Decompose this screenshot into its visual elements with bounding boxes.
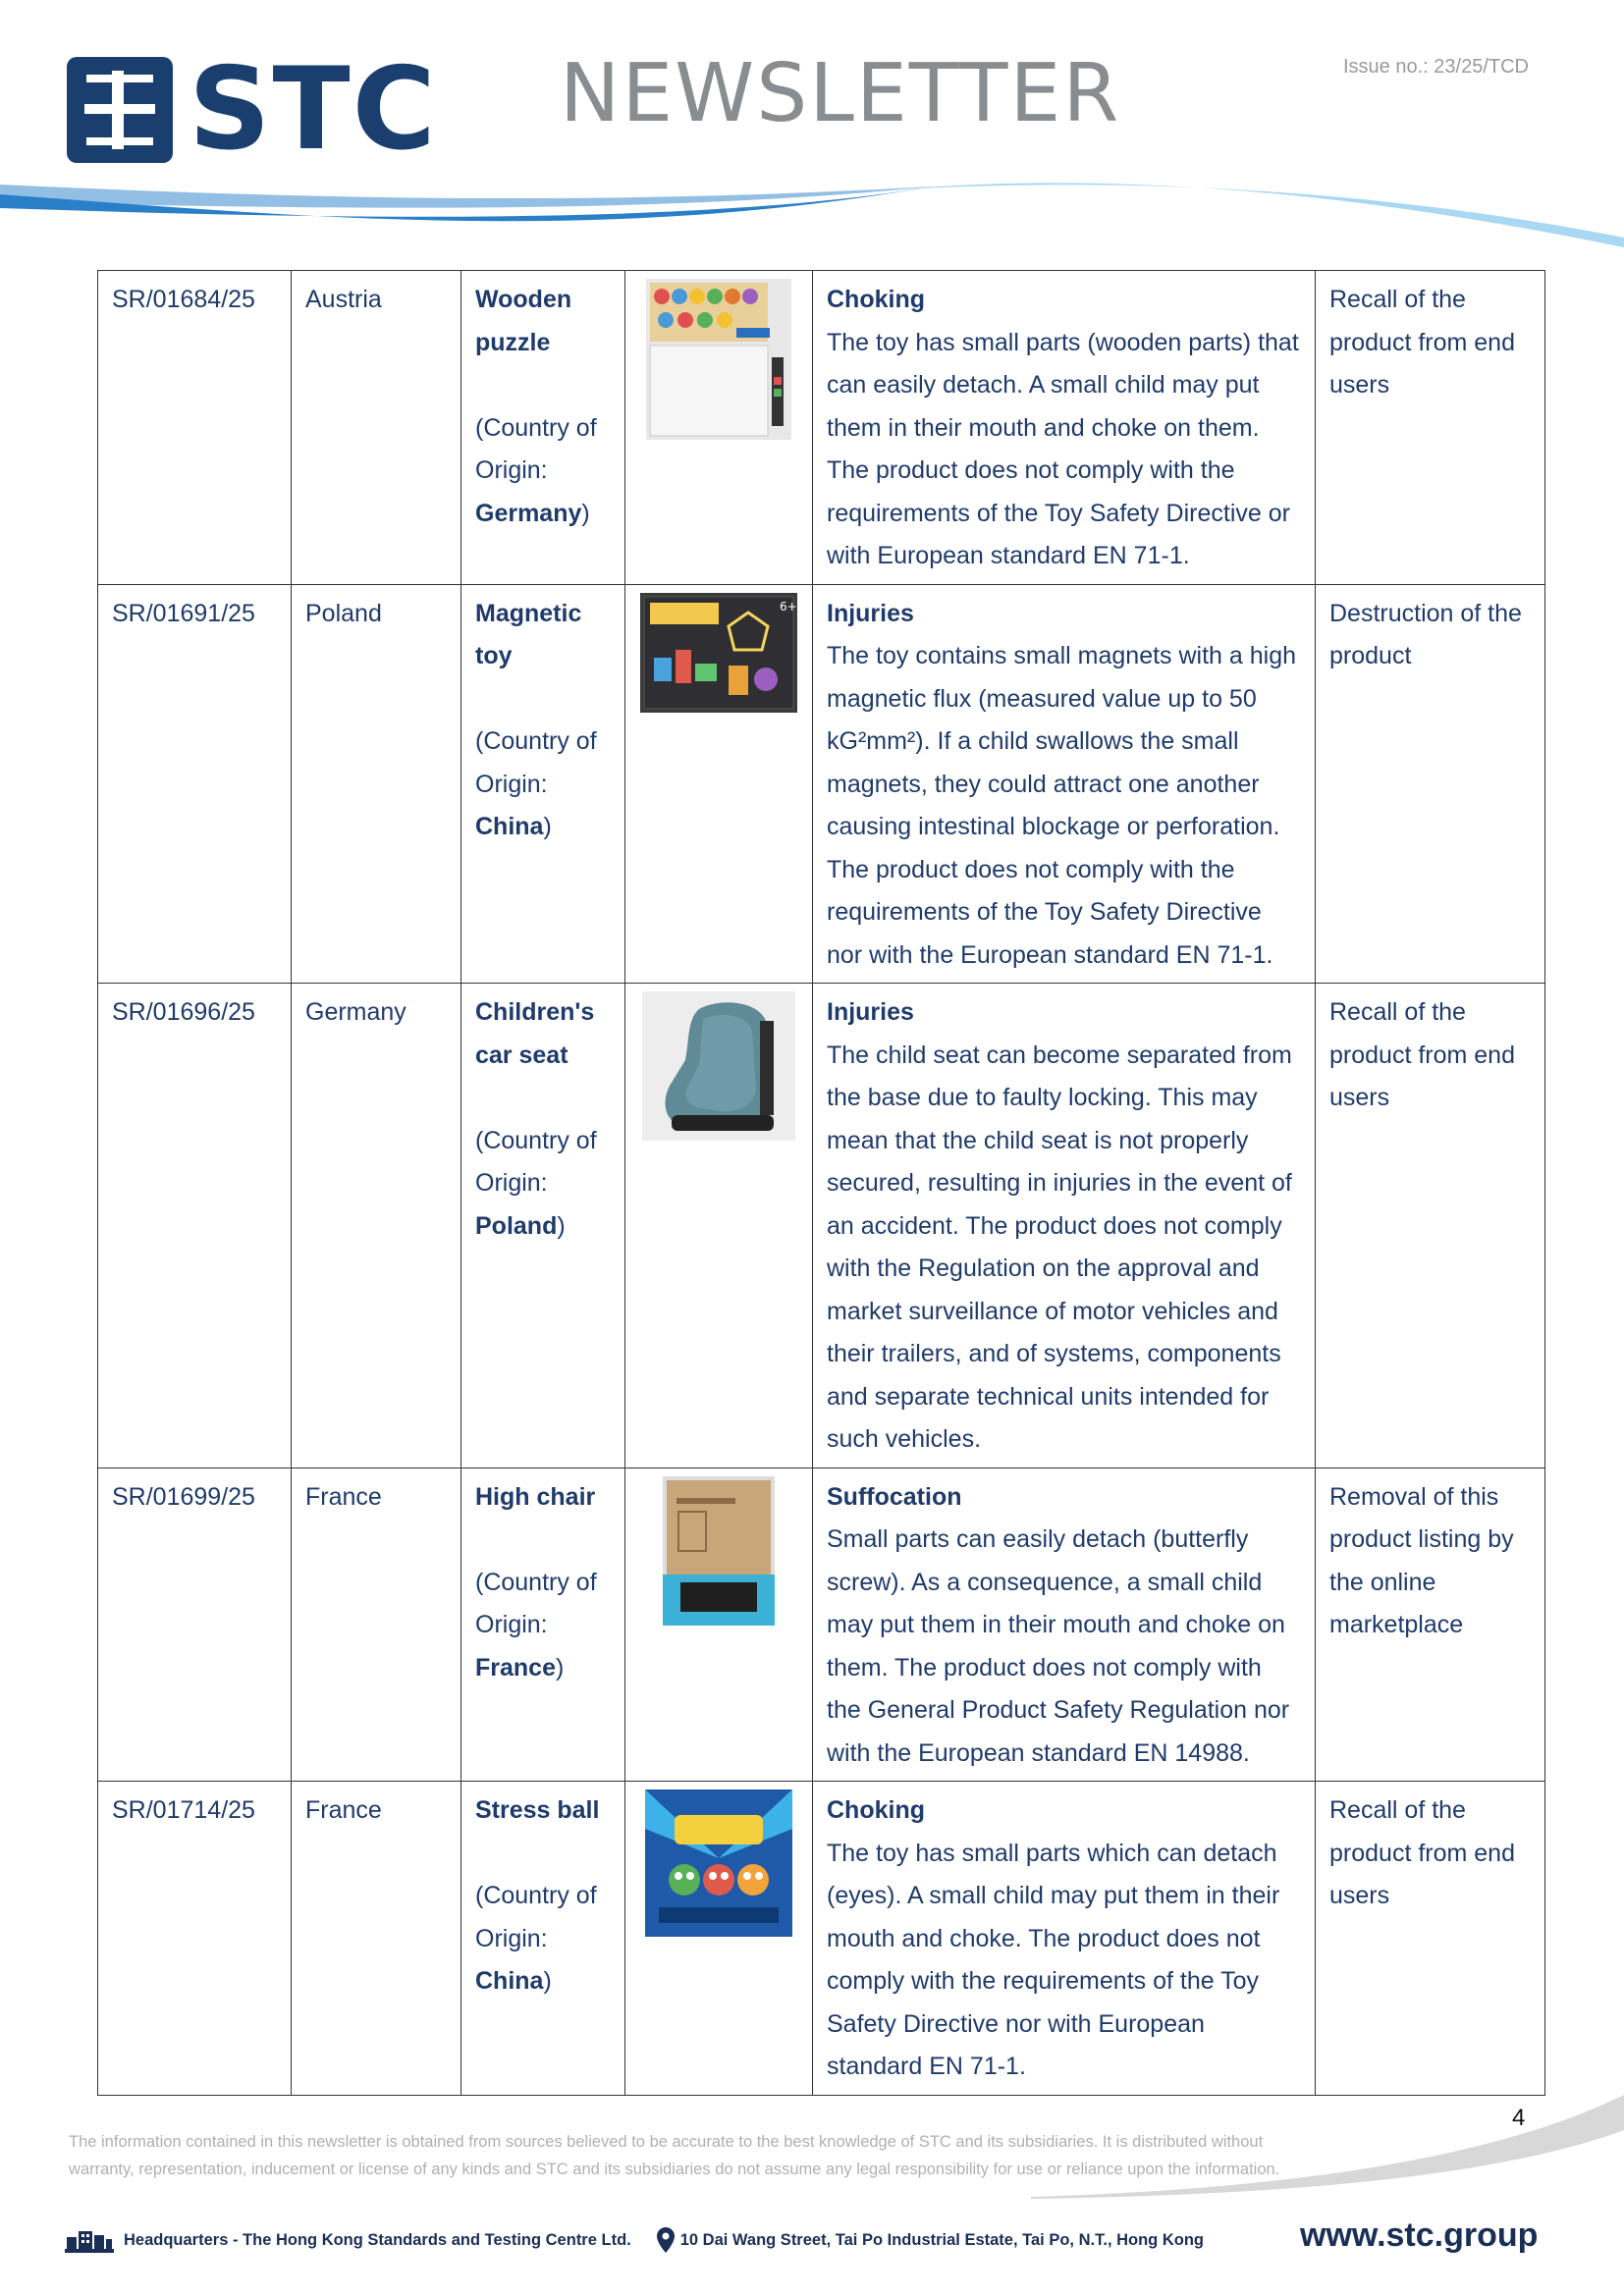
origin-suffix: ): [581, 499, 590, 527]
product-name: Stress ball: [475, 1796, 600, 1824]
reference-id: SR/01714/25: [112, 1796, 255, 1824]
stc-logo: [67, 43, 438, 176]
measure-cell: [1316, 584, 1545, 984]
country-cell: [292, 584, 461, 984]
country-cell: [292, 1782, 461, 2096]
reference-cell: [98, 1782, 292, 2096]
high-chair-box-photo: [663, 1476, 775, 1626]
origin-prefix: (Country of Origin:: [475, 413, 597, 484]
origin-prefix: (Country of Origin:: [475, 727, 597, 798]
country-cell: [292, 984, 461, 1468]
origin-suffix: ): [557, 1211, 566, 1240]
country-cell: [292, 1468, 461, 1782]
building-icon: [65, 2227, 114, 2253]
table-row: [98, 1782, 1545, 2096]
risk-cell: [813, 1468, 1316, 1782]
location-pin-icon: [657, 2227, 675, 2253]
measure-text: Recall of the product from end users: [1329, 286, 1515, 399]
page-number: 4: [1512, 2105, 1526, 2131]
measure-cell: [1316, 984, 1545, 1468]
risk-type: Suffocation: [827, 1482, 962, 1511]
notifying-country: Poland: [305, 599, 382, 627]
product-cell: [461, 1782, 625, 2096]
product-name: Magnetic toy: [475, 599, 582, 669]
table-row: [98, 984, 1545, 1468]
image-cell: [625, 271, 813, 585]
measure-text: Recall of the product from end users: [1329, 998, 1515, 1111]
reference-cell: [98, 584, 292, 984]
origin-prefix: (Country of Origin:: [475, 1882, 597, 1952]
country-cell: [292, 271, 461, 585]
reference-cell: [98, 1468, 292, 1782]
image-cell: [625, 1782, 813, 2096]
origin-country: Germany: [475, 499, 582, 527]
header-swoosh-decoration: [0, 177, 1624, 255]
table-row: [98, 1468, 1545, 1782]
origin-prefix: (Country of Origin:: [475, 1568, 597, 1638]
origin-country: China: [475, 813, 544, 840]
stc-logo-mark-icon: [67, 57, 173, 163]
recall-table: [97, 270, 1545, 2096]
risk-description: Small parts can easily detach (butterfly screw). As a consequence, a small child may put them in their mouth and choke on them. The product does not comply with the General Product Safety Regulation nor with the European standard EN 14988.: [827, 1525, 1290, 1767]
origin-prefix: (Country of Origin:: [475, 1126, 597, 1197]
measure-text: Destruction of the product: [1329, 599, 1522, 669]
origin-country: Poland: [475, 1211, 558, 1240]
risk-cell: [813, 1782, 1316, 2096]
reference-cell: [98, 984, 292, 1468]
origin-suffix: ): [555, 1653, 565, 1682]
stress-ball-box-photo: [645, 1789, 792, 1937]
website-link[interactable]: www.stc.group: [1300, 2216, 1539, 2254]
origin-suffix: ): [543, 1967, 552, 1995]
table-row: [98, 584, 1545, 984]
product-cell: [461, 984, 625, 1468]
origin-country: China: [475, 1967, 544, 1995]
notifying-country: Germany: [305, 998, 406, 1026]
reference-id: SR/01699/25: [112, 1482, 255, 1511]
measure-text: Removal of this product listing by the online marketplace: [1329, 1482, 1514, 1638]
origin-suffix: ): [543, 813, 552, 840]
disclaimer-text: The information contained in this newsletter is obtained from sources believed to be accurate to the best knowledge of STC and its subsidiaries. It is distributed without warranty, representation, inducement or license of any kinds and STC and its subsidiaries do not assume any legal responsibility for use or reliance upon the information.: [69, 2133, 1280, 2178]
issue-number: Issue no.: 23/25/TCD: [1343, 56, 1529, 78]
measure-cell: [1316, 1782, 1545, 2096]
headquarters-name: Headquarters - The Hong Kong Standards and Testing Centre Ltd.: [124, 2230, 631, 2249]
car-seat-photo: [642, 991, 795, 1141]
image-cell: [625, 584, 813, 984]
svg-text:6+: 6+: [780, 599, 797, 614]
risk-cell: [813, 984, 1316, 1468]
notifying-country: France: [305, 1796, 382, 1824]
reference-id: SR/01696/25: [112, 998, 255, 1026]
product-cell: [461, 584, 625, 984]
measure-cell: [1316, 271, 1545, 585]
risk-type: Injuries: [827, 998, 914, 1026]
notifying-country: France: [305, 1482, 382, 1511]
measure-text: Recall of the product from end users: [1329, 1796, 1515, 1909]
image-cell: [625, 984, 813, 1468]
risk-description: The child seat can become separated from the base due to faulty locking. This may mean that the child seat is not properly secured, resulting in injuries in the event of an accident. The product does not comply with the Regulation on the approval and market surveillance of motor vehicles and their trailers, and of systems, components and separate technical units intended for such vehicles.: [827, 1041, 1292, 1453]
origin-country: France: [475, 1653, 556, 1682]
wooden-puzzle-photo: [646, 279, 791, 440]
reference-id: SR/01684/25: [112, 286, 255, 313]
notifying-country: Austria: [305, 286, 382, 313]
logo-wordmark: STC: [189, 43, 438, 176]
risk-description: The toy contains small magnets with a high magnetic flux (measured value up to 50 kG²mm²). If a child swallows the small magnets, they could attract one another causing intestinal blockage or perforation. The product does not comply with the requirements of the Toy Safety Directive nor with the European standard EN 71-1.: [827, 642, 1297, 969]
risk-type: Choking: [827, 1796, 925, 1824]
risk-description: The toy has small parts (wooden parts) that can easily detach. A small child may put them in their mouth and choke on them. The product does not comply with the requirements of the Toy Safety Directive or with European standard EN 71-1.: [827, 328, 1299, 569]
headquarters-address: 10 Dai Wang Street, Tai Po Industrial Estate, Tai Po, N.T., Hong Kong: [679, 2230, 1204, 2249]
risk-cell: [813, 271, 1316, 585]
reference-id: SR/01691/25: [112, 599, 255, 627]
image-cell: [625, 1468, 813, 1782]
measure-cell: [1316, 1468, 1545, 1782]
magnetic-toy-photo: [640, 593, 797, 713]
risk-type: Choking: [827, 286, 925, 313]
newsletter-title: NEWSLETTER: [560, 47, 1121, 140]
page-header: [0, 0, 1624, 255]
risk-description: The toy has small parts which can detach (eyes). A small child may put them in their mouth and choke. The product does not comply with the requirements of the Toy Safety Directive nor with European standard EN 71-1.: [827, 1839, 1280, 2080]
product-name: Wooden puzzle: [475, 286, 572, 356]
risk-type: Injuries: [827, 599, 914, 627]
risk-cell: [813, 584, 1316, 984]
product-cell: [461, 1468, 625, 1782]
product-name: Children's car seat: [475, 998, 595, 1069]
product-cell: [461, 271, 625, 585]
reference-cell: [98, 271, 292, 585]
table-row: [98, 271, 1545, 585]
product-name: High chair: [475, 1482, 596, 1511]
